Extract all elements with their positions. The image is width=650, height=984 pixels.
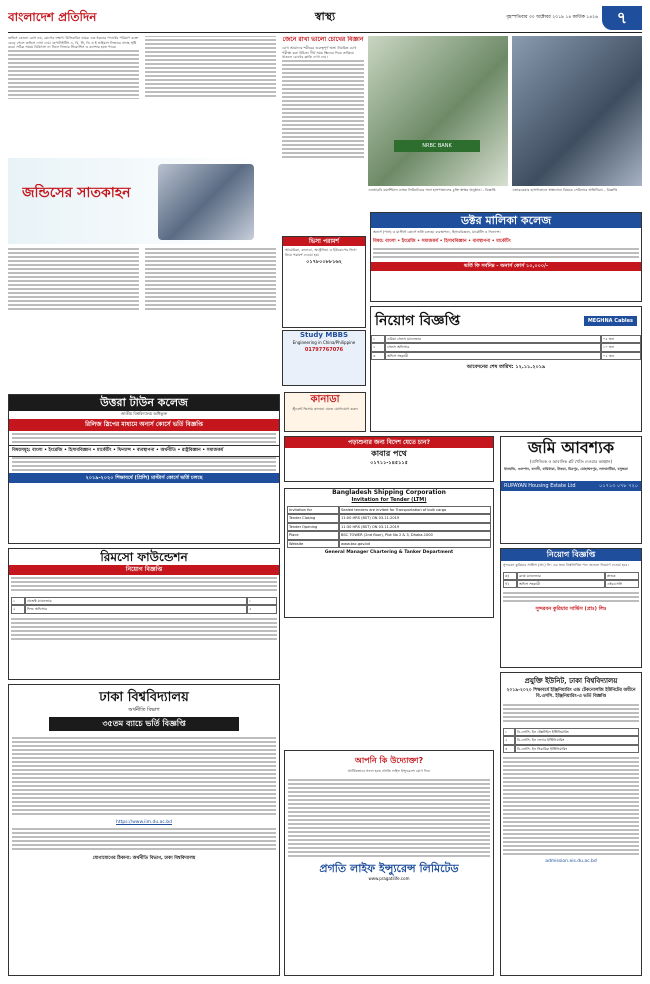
- nrbc-caption: এনআরবি কমার্শিয়াল ব্যাংক লিমিটেডের সঙ্গে হাসপাতালের চুক্তি স্বাক্ষর অনুষ্ঠান। - বিজ্ঞপ্তি: [368, 188, 496, 192]
- sundarban-ad: [500, 548, 642, 668]
- pragati-site[interactable]: www.pragatilife.com: [368, 875, 410, 881]
- jaundice-article-bottom: [8, 248, 276, 338]
- seminar-photo: [512, 36, 642, 186]
- mbbs-ad: [282, 330, 366, 386]
- sundarban-rows-cell: ব্রাঞ্চ ম্যানেজার: [517, 572, 605, 580]
- rimso-table: [11, 597, 277, 614]
- travel-title: পড়াশুনার জন্য বিদেশ যেতে চান?: [285, 437, 493, 448]
- land-subtitle: (বাণিজ্যিক ও আবাসিক প্লট খোঁজ দেওয়ার আহ্বান): [529, 459, 613, 464]
- pragati-brand: প্রগতি লাইফ ইন্স্যুরেন্স লিমিটেড: [319, 861, 459, 875]
- malika-college-ad: [370, 212, 642, 302]
- pragati-title: আপনি কি উদ্যোক্তা?: [354, 756, 424, 765]
- uttara-notice: রিলিজ স্লিপের মাধ্যমে অনার্স কোর্সে ভর্তি বিজ্ঞপ্তি: [9, 419, 279, 431]
- uttara-title: উত্তরা টাউন কলেজ: [9, 395, 279, 411]
- tech-site[interactable]: admission.eis.du.ac.bd: [545, 859, 597, 865]
- travel-subtitle: কাবার পথে: [371, 449, 407, 458]
- rimso-ad: [8, 548, 280, 680]
- uttara-college-ad: [8, 394, 280, 544]
- uttara-footer: ২০১৯-২০২০ শিক্ষাবর্ষে (প্রিলি) মাস্টার্স কোর্সে ভর্তি চলছে: [9, 473, 279, 483]
- buet-rows-cell: ১: [503, 728, 515, 736]
- du-subtitle: অর্থনীতি বিভাগ: [128, 707, 160, 713]
- mbbs-title: Study MBBS: [299, 331, 349, 339]
- rupayan-logo: RUPAYAN Housing Estate Ltd: [504, 482, 576, 489]
- meghna-rows-cell: সেলস অফিসার: [385, 343, 601, 351]
- buet-rows-cell: বি.এসসি. ইন লেদার ইঞ্জিনিয়ারিং: [515, 736, 639, 744]
- shipping-rows-cell: www.bsc.gov.bd: [339, 540, 491, 548]
- sundarban-title: নিয়োগ বিজ্ঞপ্তি: [501, 549, 641, 561]
- sundarban-rows-cell: এইচএসসি: [605, 580, 639, 588]
- meghna-table: [371, 335, 641, 360]
- rimso-rows-cell: ৫: [247, 605, 277, 613]
- shipping-rows-cell: BSC TOWER (2nd floor), Plot No 2 & 3, Dhaka-1000: [339, 531, 491, 539]
- shipping-title: Bangladesh Shipping Corporation: [332, 489, 446, 496]
- tech-table: [503, 728, 639, 753]
- buet-rows-cell: বি.এসসি. ইন টেক্সটাইল ইঞ্জিনিয়ারিং: [515, 728, 639, 736]
- meghna-ad: [370, 306, 642, 432]
- meghna-rows-cell: ১০ জন: [601, 343, 641, 351]
- shipping-rows-cell: Tender Opening: [287, 523, 339, 531]
- kanada-title: কানাডা: [310, 394, 340, 405]
- rimso-rows-cell: ১: [247, 597, 277, 605]
- shipping-rows-cell: Website: [287, 540, 339, 548]
- du-link[interactable]: https://www.iim.du.ac.bd: [115, 820, 173, 825]
- masthead-rule: [8, 32, 642, 33]
- shipping-footer: General Manager Chartering & Tanker Department: [324, 550, 454, 556]
- sundarban-rows-cell: স্নাতক: [605, 572, 639, 580]
- rimso-rows-cell: ২: [11, 605, 25, 613]
- shipping-subtitle: Invitation for Tender (LTM): [351, 497, 427, 503]
- meghna-rows-cell: এরিয়া সেলস ম্যানেজার: [385, 335, 601, 343]
- travel-phone: ০১৭১১-১৪৫১১৫: [370, 460, 408, 466]
- du-footer: যোগাযোগের ঠিকানা: অর্থনীতি বিভাগ, ঢাকা বিশ্ববিদ্যালয়: [92, 856, 196, 861]
- mbbs-subtitle: Engineering in China/Philippine: [292, 340, 356, 345]
- meghna-rows-cell: ২: [371, 343, 385, 351]
- uttara-subtitle: জাতীয় বিশ্ববিদ্যালয় অধিভুক্ত: [120, 411, 168, 416]
- kanada-body: স্টুডেন্ট ভিসায় কানাডা যেতে যোগাযোগ করুন: [292, 407, 358, 411]
- meghna-rows-cell: অফিস সহকারী: [385, 352, 601, 360]
- sundarban-table: [503, 572, 639, 589]
- doctor-photo: [158, 164, 254, 240]
- visa-body: আমেরিকা, কানাডা, অস্ট্রেলিয়া ও ইউরোপের ভিসা নিয়ে পরামর্শ দেওয়া হয়।: [285, 248, 357, 257]
- shipping-rows-cell: Sealed tenders are invited for Transportation of bulk cargo: [339, 506, 491, 514]
- nrbc-banner: NRBC BANK: [394, 140, 480, 152]
- page-number: ৭: [602, 6, 642, 30]
- eye-body: চোখ আমাদের শরীরের গুরুত্বপূর্ণ অঙ্গ। নিয়মিত চোখ পরীক্ষা করা উচিত। দীর্ঘ সময় স্ক্রিনের দিকে তাকিয়ে থাকলে চোখের ক্লান্তি দেখা দেয়।: [282, 46, 357, 60]
- buet-rows-cell: ২: [503, 736, 515, 744]
- travel-ad: [284, 436, 494, 482]
- shipping-tender-ad: [284, 488, 494, 618]
- sundarban-rows-cell: অফিস সহকারী: [517, 580, 605, 588]
- issue-date: বৃহস্পতিবার ৩০ অক্টোবর ২০১৯ ১৪ কার্তিক ১৪২৬: [506, 15, 598, 20]
- uttara-subjects: বিষয়সমূহ: বাংলা • ইংরেজি • হিসাববিজ্ঞান • মার্কেটিং • ফিন্যান্স • ব্যবস্থাপনা • অর্থনীতি • রাষ্ট্রবিজ্ঞান • সমাজকর্ম: [9, 445, 279, 457]
- pragati-ad: [284, 750, 494, 976]
- shipping-rows-cell: 11:30 HRS (BST) ON 03.11.2019: [339, 523, 491, 531]
- buet-rows-cell: বি.এসসি. ইন সিরামিক ইঞ্জিনিয়ারিং: [515, 745, 639, 753]
- buet-rows-cell: ৩: [503, 745, 515, 753]
- malika-body: অনার্স (পাস) ও মাস্টার্স কোর্সে ভর্তি চলছে। ব্যবস্থাপনা, হিসাববিজ্ঞান, মার্কেটিং ও ফিন্যান্স।: [373, 230, 501, 234]
- tech-unit-ad: [500, 672, 642, 976]
- rimso-subtitle: নিয়োগ বিজ্ঞপ্তি: [9, 565, 279, 575]
- sundarban-body: সুন্দরবন কুরিয়ার সার্ভিস (প্রা:) লি: এর জন্য নিম্নলিখিত পদে জনবল নিয়োগ দেওয়া হবে।: [503, 563, 629, 567]
- meghna-rows-cell: ১: [371, 335, 385, 343]
- meghna-rows-cell: ০৫ জন: [601, 335, 641, 343]
- masthead-logo: বাংলাদেশ প্রতিদিন: [8, 10, 97, 24]
- du-batch: ৩৫তম ব্যাচে ভর্তি বিজ্ঞপ্তি: [49, 717, 239, 731]
- nrbc-event-photo: [368, 36, 508, 186]
- land-title: জমি আবশ্যক: [527, 438, 615, 457]
- eye-title: জেনে রাখা ভালো চোখের বিজ্ঞান: [282, 36, 364, 43]
- mbbs-phone: 01797767076: [304, 347, 344, 353]
- malika-fee: ভর্তি ফি সর্বনিম্ন - অনার্স কোর্স ১০,০০০/-: [371, 262, 641, 271]
- jaundice-article-top: জন্ডিস কোনো রোগ নয়, রোগের লক্ষণ। বিলিরুবিন নামক এক ধরনের পদার্থের পরিমাণ রক্তে বেড়ে গেলে জন্ডিস দেখা দেয়। হেপাটাইটিস এ, বি, সি, ডি ও ই ভাইরাস লিভারে প্রদাহ সৃষ্টি করে। সঠিক সময়ে চিকিৎসা না নিলে লিভার সিরোসিস ও ক্যান্সার হতে পারে।: [8, 36, 276, 154]
- shipping-rows-cell: 11:00 HRS (BST) ON 03.11.2019: [339, 514, 491, 522]
- eye-article: [282, 36, 364, 232]
- rupayan-phone: ০১৭১৩ ০৭৮ ৭২০: [599, 482, 638, 489]
- malika-subjects: বিষয়: বাংলা • ইংরেজি • সমাজকর্ম • হিসাববিজ্ঞান • ব্যবস্থাপনা • মার্কেটিং: [373, 238, 511, 244]
- tech-title: প্রযুক্তি ইউনিট, ঢাকা বিশ্ববিদ্যালয়: [524, 676, 618, 685]
- visa-ad: [282, 236, 366, 328]
- jaundice-banner: [8, 158, 258, 244]
- seminar-caption: এভারকেয়ার হাসপাতালে স্বাস্থ্যসেবা বিষয়ক সেমিনারে অতিথিরা। - বিজ্ঞপ্তি: [512, 188, 618, 192]
- rimso-rows-cell: ১: [11, 597, 25, 605]
- land-ad: [500, 436, 642, 544]
- meghna-title: নিয়োগ বিজ্ঞপ্তি: [375, 313, 461, 329]
- jaundice-title: জন্ডিসের সাতকাহন: [22, 185, 131, 201]
- sundarban-rows-cell: খ): [503, 580, 517, 588]
- tech-subtitle: ২০১৯-২০২০ শিক্ষাবর্ষে ইঞ্জিনিয়ারিং এন্ড টেকনোলজি ইউনিটের অধীনে বি.এসসি. ইঞ্জিনিয়ারিং-এ ভর্তি বিজ্ঞপ্তি: [506, 688, 636, 699]
- meghna-deadline: আবেদনের শেষ তারিখ: ১২.১১.২০১৯: [466, 364, 546, 371]
- du-title: ঢাকা বিশ্ববিদ্যালয়: [99, 690, 189, 705]
- rimso-title: রিমসো ফাউন্ডেশন: [100, 550, 188, 564]
- visa-phone: ০১৭৮০০৮৮১৬২: [306, 259, 342, 266]
- rimso-rows-cell: প্রজেক্ট ম্যানেজার: [25, 597, 247, 605]
- meghna-rows-cell: ০২ জন: [601, 352, 641, 360]
- meghna-logo: MEGHNA Cables: [584, 316, 637, 326]
- shipping-rows-cell: Place: [287, 531, 339, 539]
- section-title: স্বাস্থ্য: [314, 10, 336, 23]
- meghna-rows-cell: ৩: [371, 352, 385, 360]
- shipping-rows-cell: Invitation for: [287, 506, 339, 514]
- sundarban-rows-cell: ক): [503, 572, 517, 580]
- shipping-table: [287, 506, 491, 548]
- pragati-body: আর্থিকভাবে সফল হতে প্রগতি লাইফ ইন্স্যুরেন্সে যোগ দিন।: [347, 769, 431, 773]
- land-areas: ধানমন্ডি, গুলশান, বনানী, বারিধারা, উত্তরা, মিরপুর, মোহাম্মদপুর, লালমাটিয়া, বসুন্ধরা: [504, 467, 628, 471]
- malika-title: ডক্টর মালিকা কলেজ: [371, 213, 641, 228]
- sundarban-brand: সুন্দরবন কুরিয়ার সার্ভিস (প্রাঃ) লিঃ: [535, 606, 607, 613]
- rimso-rows-cell: ফিল্ড অফিসার: [25, 605, 247, 613]
- du-ad: [8, 684, 280, 976]
- visa-title: ভিসা পরামর্শ: [283, 237, 365, 246]
- kanada-ad: [284, 392, 366, 432]
- shipping-rows-cell: Tender Closing: [287, 514, 339, 522]
